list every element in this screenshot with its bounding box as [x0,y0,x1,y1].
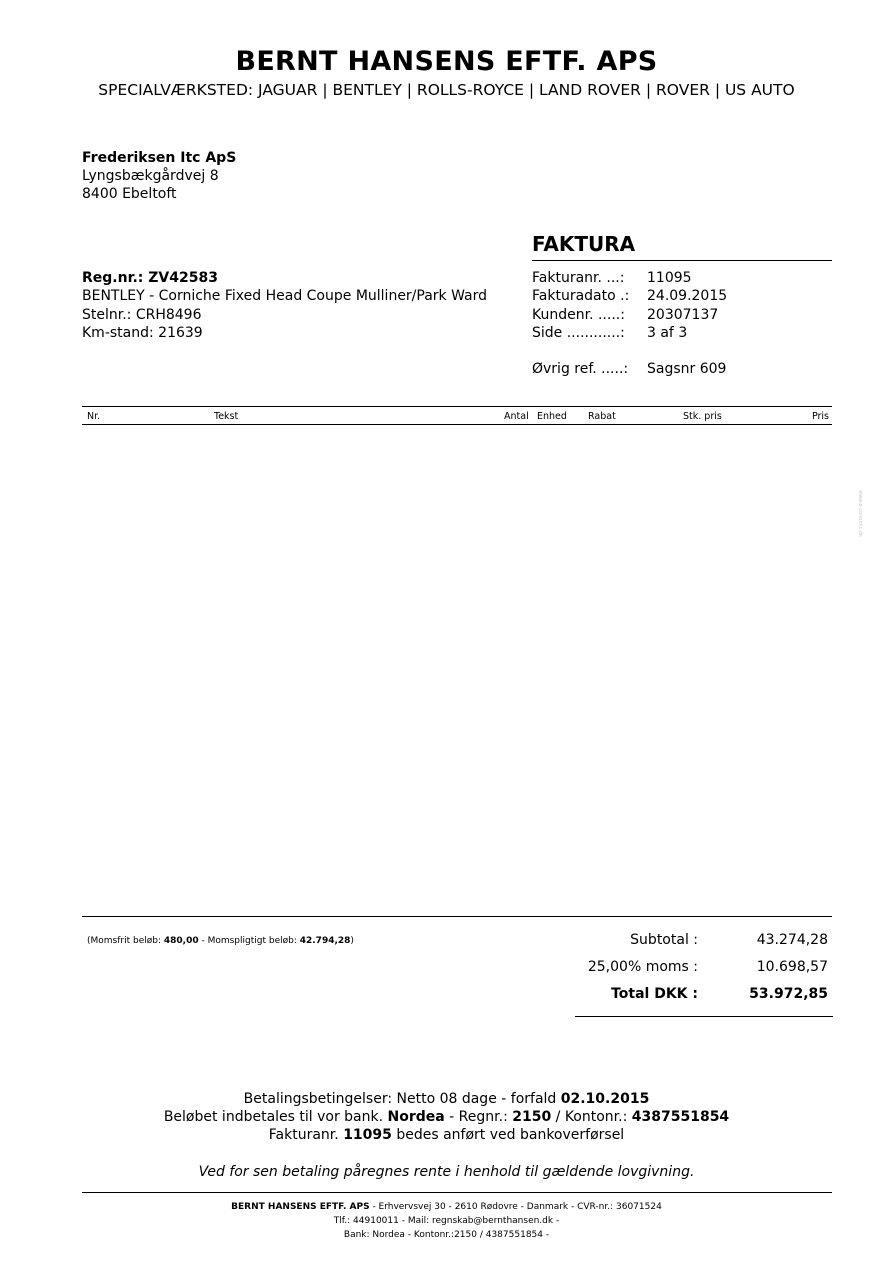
col-header-price: Pris [811,411,829,422]
vehicle-chassis: Stelnr.: CRH8496 [82,307,202,323]
vat-breakdown-note: (Momsfrit beløb: 480,00 - Momspligtigt beløb: 42.794,28) [87,936,354,946]
total-value: 53.972,85 [749,986,828,1002]
invoice-title: FAKTURA [532,232,636,256]
due-date: 02.10.2015 [560,1091,650,1107]
transfer-invoice-number: 11095 [343,1127,392,1143]
invoice-date-value: 24.09.2015 [647,288,728,304]
interest-note: Ved for sen betaling påregnes rente i henhold til gældende lovgivning. [198,1164,695,1180]
side-watermark: www.e-conomic.dk [857,490,863,537]
table-header-bottom-rule [82,424,832,425]
company-name: BERNT HANSENS EFTF. APS [235,46,658,77]
bank-name: Nordea [387,1109,445,1125]
payment-terms: Betalingsbetingelser: Netto 08 dage - forfald 02.10.2015 [243,1091,650,1107]
company-specialties: SPECIALVÆRKSTED: JAGUAR | BENTLEY | ROLLS-ROYCE | LAND ROVER | ROVER | US AUTO [98,81,795,99]
customer-name: Frederiksen Itc ApS [82,150,237,166]
footer-contact: Tlf.: 44910011 - Mail: regnskab@bernthansen.dk - [333,1216,560,1226]
customer-city: 8400 Ebeltoft [82,186,177,202]
col-header-quantity: Antal [504,411,529,422]
page-value: 3 af 3 [647,325,688,341]
col-header-unit: Enhed [537,411,567,422]
subtotal-value: 43.274,28 [756,932,828,948]
col-header-discount: Rabat [588,411,616,422]
invoice-number-label: Fakturanr. ...: [532,270,625,286]
footer-company: BERNT HANSENS EFTF. APS [231,1202,370,1212]
totals-bottom-rule [575,1016,833,1017]
subtotal-label: Subtotal : [630,932,698,948]
vat-taxable-amount: 42.794,28 [299,936,351,946]
invoice-number-value: 11095 [647,270,692,286]
customer-number-label: Kundenr. .....: [532,307,625,323]
customer-number-value: 20307137 [647,307,719,323]
invoice-date-label: Fakturadato .: [532,288,630,304]
customer-street: Lyngsbækgårdvej 8 [82,168,219,184]
other-ref-value: Sagsnr 609 [647,361,727,377]
table-header-top-rule [82,406,832,407]
total-label: Total DKK : [611,986,698,1002]
vat-free-amount: 480,00 [163,936,199,946]
footer-rule [82,1192,832,1193]
col-header-text: Tekst [214,411,239,422]
bank-regnr: 2150 [512,1109,552,1125]
invoice-title-rule [532,260,832,261]
bank-details: Beløbet indbetales til vor bank. Nordea - Regnr.: 2150 / Kontonr.: 4387551854 [163,1109,730,1125]
col-header-unit-price: Stk. pris [683,411,722,422]
footer-bank: Bank: Nordea - Kontonr.:2150 / 4387551854 - [343,1230,550,1240]
vehicle-model: BENTLEY - Corniche Fixed Head Coupe Mulliner/Park Ward [82,288,488,304]
vat-label: 25,00% moms : [587,959,698,975]
vehicle-reg: Reg.nr.: ZV42583 [82,270,218,286]
totals-top-rule [82,916,832,917]
vehicle-km: Km-stand: 21639 [82,325,203,341]
bank-account: 4387551854 [631,1109,730,1125]
col-header-nr: Nr. [87,411,101,422]
other-ref-label: Øvrig ref. .....: [532,361,629,377]
vat-value: 10.698,57 [756,959,828,975]
footer-address: BERNT HANSENS EFTF. APS - Erhvervsvej 30 - 2610 Rødovre - Danmark - CVR-nr.: 36071524 [231,1202,662,1212]
transfer-reference: Fakturanr. 11095 bedes anført ved bankoverførsel [268,1127,625,1143]
page-label: Side ............: [532,325,625,341]
